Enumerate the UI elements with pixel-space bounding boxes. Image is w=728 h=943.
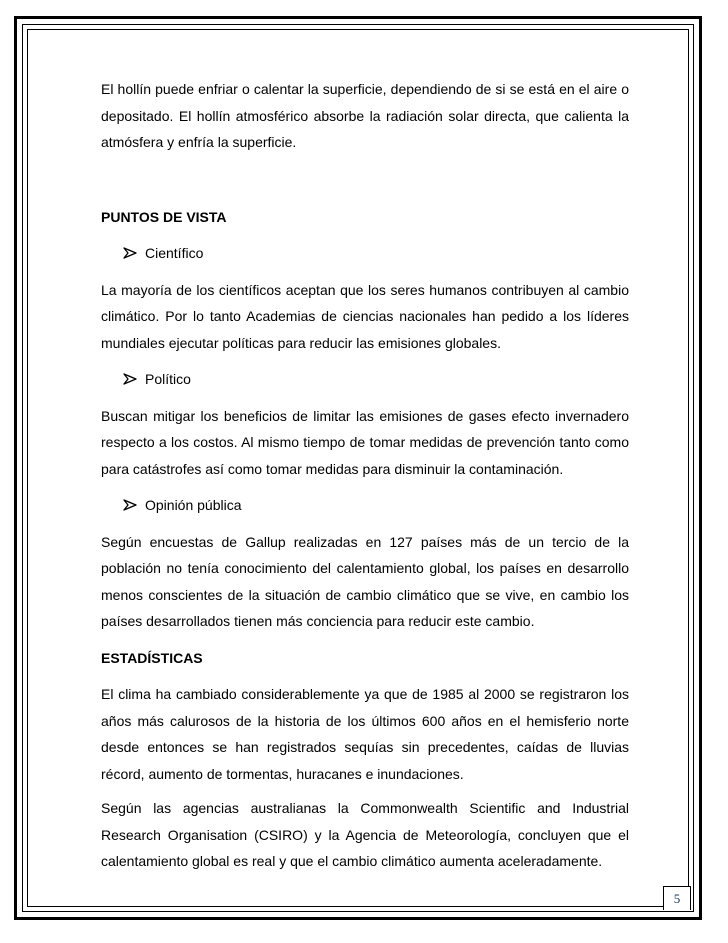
bullet-politico-label: Político xyxy=(145,371,191,387)
bullet-cientifico-label: Científico xyxy=(145,245,204,261)
bullet-opinion-label: Opinión pública xyxy=(145,497,242,513)
bullet-opinion-publica xyxy=(123,492,629,519)
puntos-de-vista-heading: PUNTOS DE VISTA xyxy=(101,208,227,225)
opinion-paragraph: Según encuestas de Gallup realizadas en 127 países más de un tercio de la población no tenía conocimiento del calentamiento global, los países en desarrollo menos conscientes de la situación de cambio climático que se vive, en cambio los países desarrollados tienen más conciencia para reducir este cambio. xyxy=(101,533,629,629)
arrow-bullet-icon xyxy=(123,247,137,259)
cientifico-paragraph: La mayoría de los científicos aceptan que los seres humanos contribuyen al cambio climático. Por lo tanto Academias de ciencias nacionales han pedido a los líderes mundiales ejecutar políticas para reducir las emisiones globales. xyxy=(101,281,629,351)
intro-paragraph: El hollín puede enfriar o calentar la superficie, dependiendo de si se está en el aire o depositado. El hollín atmosférico absorbe la radiación solar directa, que calienta la atmósfera y enfría la superficie. xyxy=(101,81,629,150)
document-body xyxy=(101,76,629,875)
arrow-bullet-icon xyxy=(123,499,137,511)
bullet-cientifico xyxy=(123,240,629,267)
estadisticas-paragraph-2: Según las agencias australianas la Commonwealth Scientific and Industrial Research Organisation (CSIRO) y la Agencia de Meteorología, concluyen que el calentamiento global es real y que el cambio climático aumenta aceleradamente. xyxy=(101,800,629,869)
bullet-politico xyxy=(123,366,629,393)
page-number: 5 xyxy=(663,886,691,910)
arrow-bullet-icon xyxy=(123,373,137,385)
estadisticas-paragraph-1: El clima ha cambiado considerablemente ya que de 1985 al 2000 se registraron los años más calurosos de la historia de los últimos 600 años en el hemisferio norte desde entonces se han registrados sequías sin precedentes, caídas de lluvias récord, aumento de tormentas, huracanes e inundaciones. xyxy=(101,686,629,782)
politico-paragraph: Buscan mitigar los beneficios de limitar las emisiones de gases efecto invernadero respecto a los costos. Al mismo tiempo de tomar medidas de prevención tanto como para catástrofes así como tomar medidas para disminuir la contaminación. xyxy=(101,407,629,477)
estadisticas-heading: ESTADÍSTICAS xyxy=(101,649,203,666)
